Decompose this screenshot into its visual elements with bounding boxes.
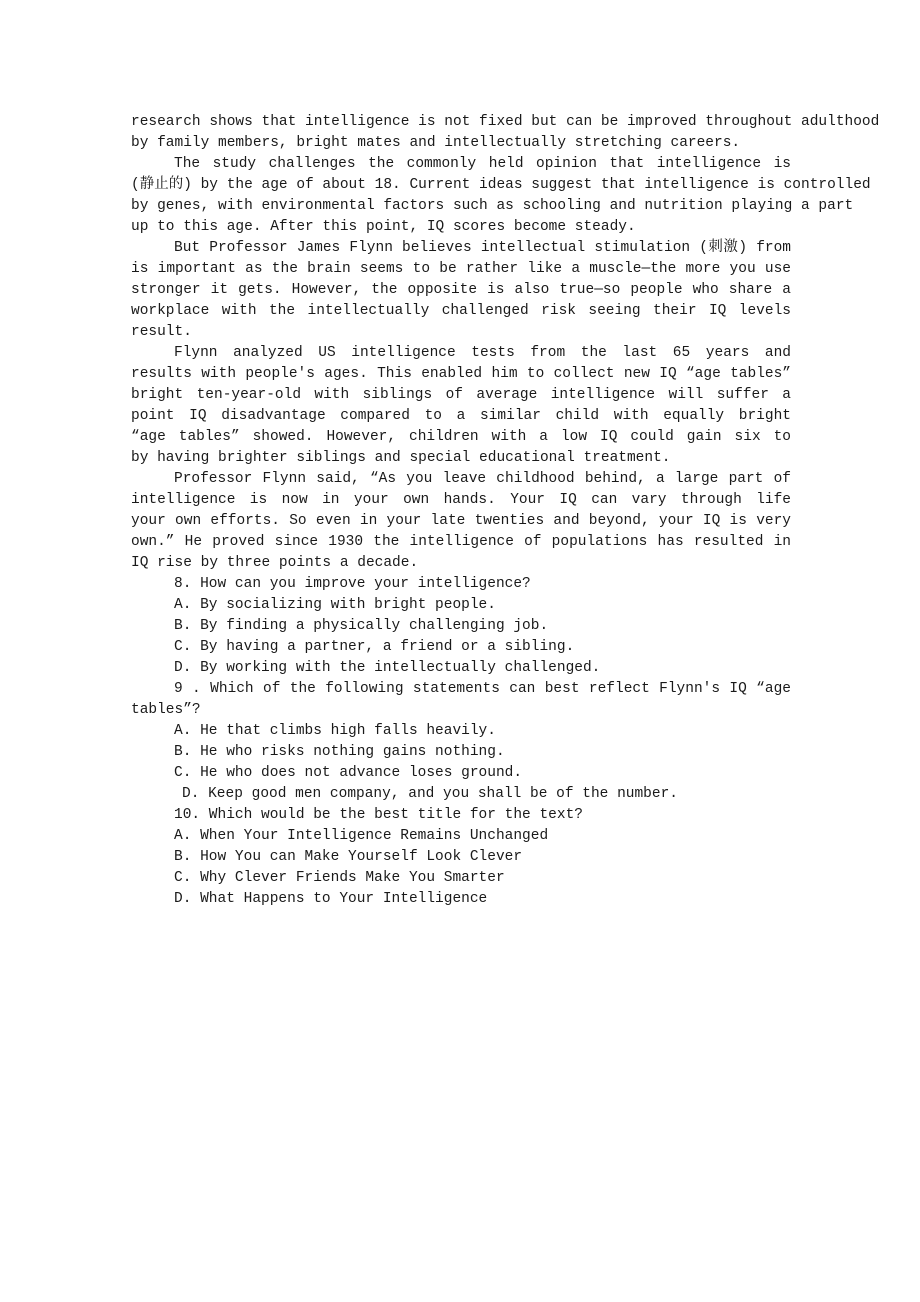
passage-line: “age tables” showed. However, children with a low IQ could gain six to (131, 429, 791, 445)
option-a: A. When Your Intelligence Remains Unchanged (174, 828, 549, 844)
option-c: C. By having a partner, a friend or a sibling. (174, 639, 575, 655)
option-b: B. He who risks nothing gains nothing. (174, 744, 505, 760)
passage-line: bright ten-year-old with siblings of average intelligence will suffer a (131, 387, 791, 403)
passage-line: result. (131, 324, 192, 340)
option-b: B. By finding a physically challenging job. (174, 618, 549, 634)
question-stem: 10. Which would be the best title for the text? (174, 807, 583, 823)
option-a: A. By socializing with bright people. (174, 597, 496, 613)
option-c: C. Why Clever Friends Make You Smarter (174, 870, 505, 886)
option-d: D. Keep good men company, and you shall be of the number. (182, 786, 678, 802)
question-9 (131, 679, 791, 805)
passage-line: your own efforts. So even in your late twenties and beyond, your IQ is very (131, 513, 791, 529)
passage-line: Flynn analyzed US intelligence tests from the last 65 years and (174, 345, 791, 361)
question-8 (131, 574, 791, 679)
question-stem: 8. How can you improve your intelligence? (174, 576, 531, 592)
option-d: D. By working with the intellectually challenged. (174, 660, 601, 676)
passage-line: IQ rise by three points a decade. (131, 555, 419, 571)
passage-line: point IQ disadvantage compared to a similar child with equally bright (131, 408, 791, 424)
passage-line: by having brighter siblings and special educational treatment. (131, 450, 671, 466)
option-d: D. What Happens to Your Intelligence (174, 891, 488, 907)
passage (131, 112, 880, 574)
document-page (131, 112, 880, 910)
passage-line: (静止的) by the age of about 18. Current ideas suggest that intelligence is controlled (131, 177, 871, 193)
option-c: C. He who does not advance loses ground. (174, 765, 523, 781)
option-b: B. How You can Make Yourself Look Clever (174, 849, 523, 865)
passage-line: is important as the brain seems to be rather like a muscle—the more you use (131, 261, 791, 277)
passage-line: by genes, with environmental factors such as schooling and nutrition playing a part (131, 198, 854, 214)
passage-line: Professor Flynn said, “As you leave childhood behind, a large part of (174, 471, 791, 487)
passage-line: But Professor James Flynn believes intellectual stimulation (刺激) from (174, 240, 791, 256)
passage-line: by family members, bright mates and intellectually stretching careers. (131, 135, 741, 151)
passage-line: up to this age. After this point, IQ scores become steady. (131, 219, 636, 235)
passage-line: research shows that intelligence is not fixed but can be improved throughout adulthood (131, 114, 880, 130)
question-10 (131, 805, 791, 910)
passage-line: workplace with the intellectually challenged risk seeing their IQ levels (131, 303, 791, 319)
option-a: A. He that climbs high falls heavily. (174, 723, 496, 739)
passage-line: stronger it gets. However, the opposite is also true—so people who share a (131, 282, 791, 298)
question-stem: 9 . Which of the following statements can best reflect Flynn's IQ “age (174, 681, 791, 697)
question-stem-continued: tables”? (131, 702, 201, 718)
passage-line: The study challenges the commonly held opinion that intelligence is (174, 156, 791, 172)
passage-line: intelligence is now in your own hands. Your IQ can vary through life (131, 492, 791, 508)
passage-line: own.” He proved since 1930 the intelligence of populations has resulted in (131, 534, 791, 550)
passage-line: results with people's ages. This enabled him to collect new IQ “age tables” (131, 366, 791, 382)
